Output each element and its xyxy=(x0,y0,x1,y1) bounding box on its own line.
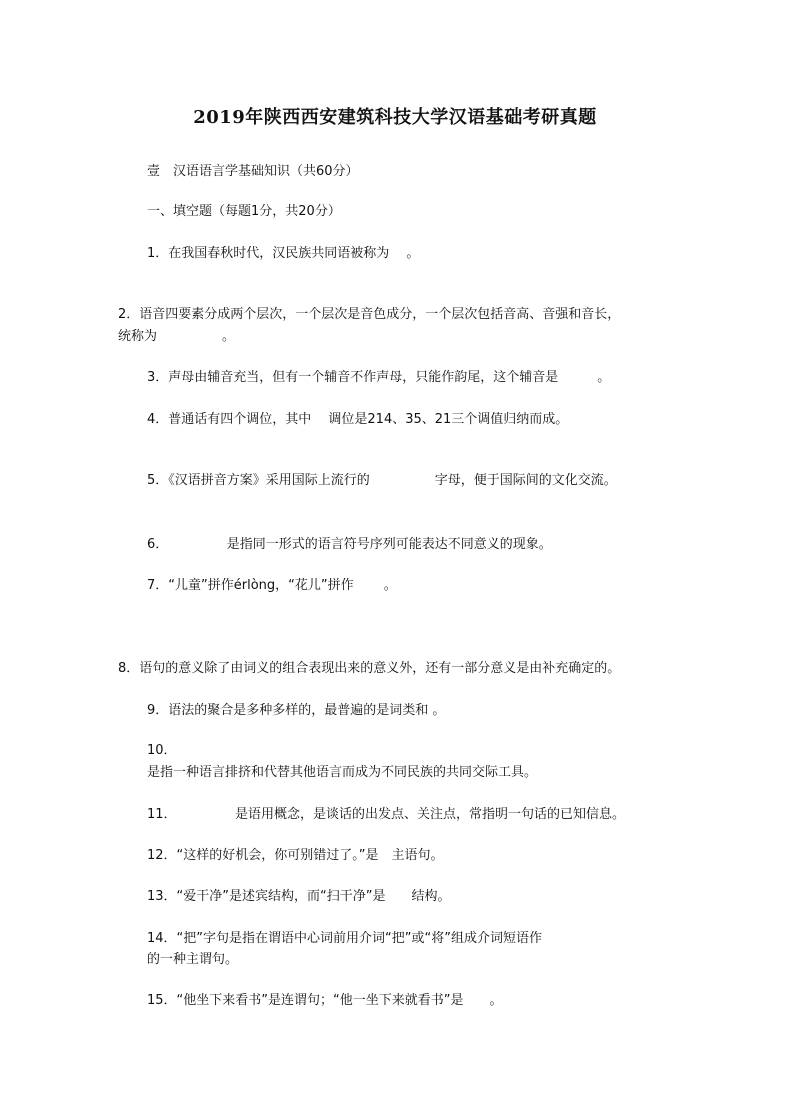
question-2-line-1: 2．语音四要素分成两个层次，一个层次是音色成分，一个层次包括音高、音强和音长， xyxy=(118,307,621,322)
question-1: 1．在我国春秋时代，汉民族共同语被称为 。 xyxy=(147,246,420,261)
question-9: 9．语法的聚合是多种多样的，最普遍的是词类和 。 xyxy=(147,703,446,718)
question-5: 5．《汉语拼音方案》采用国际上流行的 字母，便于国际间的文化交流。 xyxy=(147,473,617,488)
question-10-text: 是指一种语言排挤和代替其他语言而成为不同民族的共同交际工具。 xyxy=(147,765,538,780)
question-13: 13．“爱干净”是述宾结构，而“扫干净”是 结构。 xyxy=(147,889,451,904)
page-title: 2019年陕西西安建筑科技大学汉语基础考研真题 xyxy=(193,107,597,128)
question-2-line-2: 统称为 。 xyxy=(118,329,236,344)
question-7: 7．“儿童”拼作érlòng，“花儿”拼作 。 xyxy=(147,578,397,593)
question-10-number: 10． xyxy=(147,743,177,758)
section-heading: 一、填空题（每题1分，共20分） xyxy=(147,204,341,219)
question-12: 12．“这样的好机会，你可别错过了。”是 主语句。 xyxy=(147,848,444,863)
question-14-line-1: 14．“把”字句是指在谓语中心词前用介词“把”或“将”组成介词短语作 xyxy=(147,931,542,946)
question-3: 3．声母由辅音充当，但有一个辅音不作声母，只能作韵尾，这个辅音是 。 xyxy=(147,370,611,385)
question-4: 4．普通话有四个调位，其中 调位是214、35、21三个调值归纳而成。 xyxy=(147,412,569,427)
question-14-line-2: 的一种主谓句。 xyxy=(147,952,239,967)
question-11: 11． 是语用概念，是谈话的出发点、关注点，常指明一句话的已知信息。 xyxy=(147,807,626,822)
part-heading: 壹 汉语语言学基础知识（共60分） xyxy=(147,164,359,179)
question-6: 6． 是指同一形式的语言符号序列可能表达不同意义的现象。 xyxy=(147,537,552,552)
question-15: 15．“他坐下来看书”是连谓句；“他一坐下来就看书”是 。 xyxy=(147,993,503,1008)
question-8: 8．语句的意义除了由词义的组合表现出来的意义外，还有一部分意义是由补充确定的。 xyxy=(118,661,621,676)
